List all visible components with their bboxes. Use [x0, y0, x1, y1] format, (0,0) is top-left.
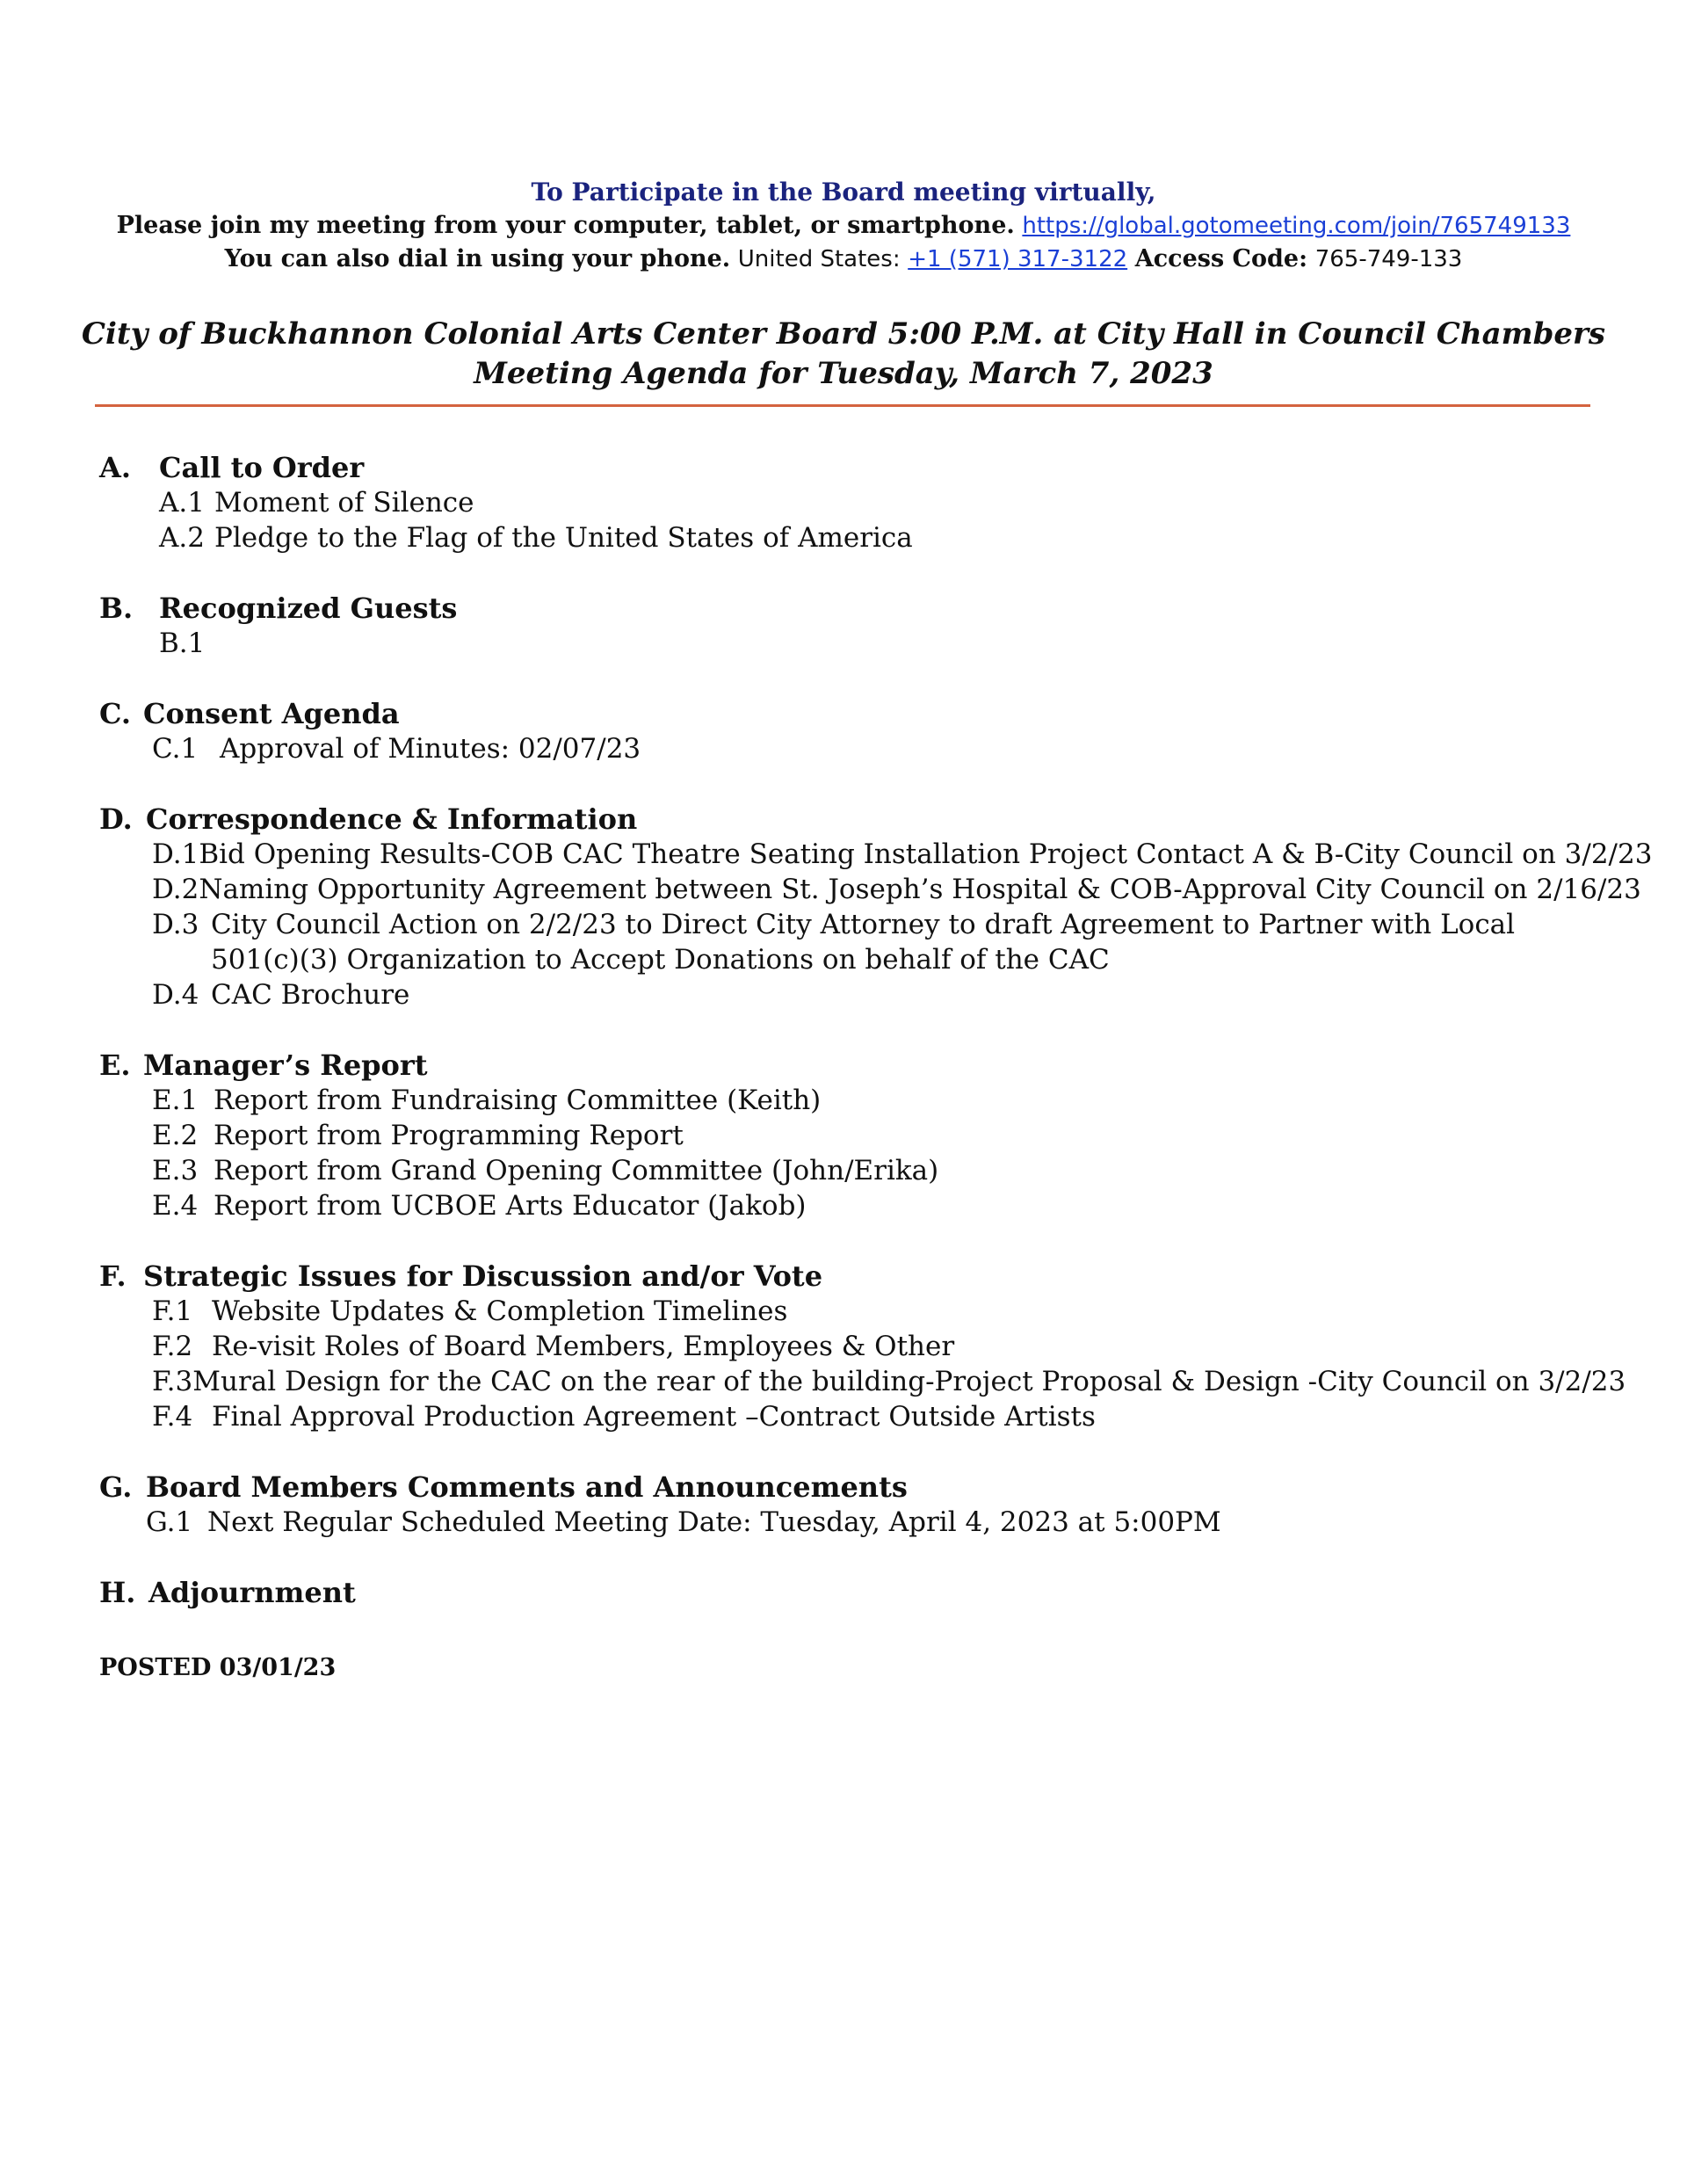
item-number: G.1	[146, 1506, 193, 1538]
section-letter: A.	[99, 451, 131, 484]
access-code-label: Access Code:	[1134, 245, 1308, 272]
item-number: A.2	[159, 522, 205, 554]
section-heading	[99, 802, 1593, 837]
item-text: Mural Design for the CAC on the rear of the building-Project Proposal & Design -City Council on 3/2/23	[192, 1366, 1626, 1397]
item-text: Report from UCBOE Arts Educator (Jakob)	[214, 1190, 807, 1222]
agenda-section-f	[99, 1259, 1626, 1434]
section-heading	[99, 1259, 1593, 1294]
section-heading	[99, 1469, 1593, 1505]
section-letter: D.	[99, 802, 133, 836]
item-text: Approval of Minutes: 02/07/23	[220, 733, 641, 765]
item-number: F.2	[152, 1331, 193, 1362]
section-heading	[99, 450, 1593, 485]
section-letter: E.	[99, 1048, 131, 1082]
agenda-item-e3	[99, 1153, 1593, 1188]
agenda-section-e	[99, 1048, 1593, 1223]
item-number: E.2	[152, 1120, 199, 1151]
section-heading	[99, 591, 1593, 626]
agenda-item-d3	[99, 907, 1593, 942]
item-text: Naming Opportunity Agreement between St. Joseph’s Hospital & COB-Approval City Council on 2/16/23	[199, 874, 1641, 905]
item-text: Report from Programming Report	[214, 1120, 684, 1151]
item-number: F.1	[152, 1295, 193, 1327]
agenda-item-d2	[99, 872, 1641, 907]
agenda-item-f4	[99, 1399, 1593, 1434]
agenda-item-e4	[99, 1188, 1593, 1223]
agenda-item-f2	[99, 1329, 1593, 1364]
posted-date: POSTED 03/01/23	[99, 1654, 337, 1681]
agenda-item-e1	[99, 1083, 1593, 1118]
join-meeting-text: Please join my meeting from your computer, tablet, or smartphone.	[116, 212, 1015, 239]
item-number: A.1	[159, 487, 205, 519]
agenda-section-g	[99, 1469, 1593, 1540]
section-title: Correspondence & Information	[146, 802, 638, 836]
item-number: D.4	[152, 979, 199, 1011]
agenda-item-g1	[99, 1505, 1593, 1540]
section-letter: G.	[99, 1470, 133, 1504]
item-text: Pledge to the Flag of the United States of America	[214, 522, 913, 554]
section-heading	[99, 1048, 1593, 1083]
agenda-item-d3-continuation: 501(c)(3) Organization to Accept Donations on behalf of the CAC	[211, 944, 1110, 976]
item-text: CAC Brochure	[211, 979, 410, 1011]
dial-in-text: You can also dial in using your phone.	[224, 245, 731, 272]
item-text: Re-visit Roles of Board Members, Employees & Other	[212, 1331, 955, 1362]
section-letter: F.	[99, 1259, 127, 1293]
dial-in-line	[0, 243, 1687, 276]
item-text: Next Regular Scheduled Meeting Date: Tuesday, April 4, 2023 at 5:00PM	[207, 1506, 1221, 1538]
item-number: E.3	[152, 1155, 199, 1186]
agenda-item-d4	[99, 977, 1593, 1012]
section-title: Strategic Issues for Discussion and/or Vote	[143, 1259, 823, 1293]
item-text: City Council Action on 2/2/23 to Direct City Attorney to draft Agreement to Partner with Local	[211, 909, 1516, 940]
item-text: Report from Fundraising Committee (Keith)	[214, 1085, 822, 1116]
section-title: Adjournment	[148, 1576, 356, 1609]
section-title: Manager’s Report	[143, 1048, 428, 1082]
item-number: E.1	[152, 1085, 199, 1116]
meeting-title	[0, 315, 1687, 394]
virtual-meeting-heading: To Participate in the Board meeting virtually,	[531, 178, 1156, 207]
agenda-section-b	[99, 591, 1593, 661]
item-number: F.3	[152, 1366, 193, 1397]
agenda-item-f3	[99, 1364, 1626, 1399]
dial-in-phone-link[interactable]: +1 (571) 317-3122	[908, 246, 1128, 272]
item-number: D.1	[152, 838, 199, 870]
section-title: Consent Agenda	[143, 697, 400, 730]
agenda-section-a	[99, 450, 1593, 555]
section-letter: H.	[99, 1576, 136, 1609]
item-text: Report from Grand Opening Committee (John/Erika)	[214, 1155, 939, 1186]
agenda-item-b1	[99, 626, 1593, 661]
agenda-section-c	[99, 696, 1593, 766]
item-text: Website Updates & Completion Timelines	[212, 1295, 788, 1327]
section-heading	[99, 1575, 1593, 1610]
meeting-title-line-1: City of Buckhannon Colonial Arts Center Board 5:00 P.M. at City Hall in Council Chambers	[81, 316, 1606, 352]
agenda-item-e2	[99, 1118, 1593, 1153]
agenda-section-h	[99, 1575, 1593, 1610]
agenda-item-a2	[99, 520, 1593, 555]
access-code-value: 765-749-133	[1314, 246, 1463, 272]
agenda-list	[99, 450, 1653, 1645]
item-number: B.1	[159, 628, 206, 659]
meeting-link[interactable]: https://global.gotomeeting.com/join/765749133	[1022, 213, 1571, 239]
section-title: Call to Order	[159, 451, 365, 484]
dial-in-country: United States:	[737, 246, 901, 272]
item-number: D.3	[152, 909, 199, 940]
agenda-item-f1	[99, 1294, 1593, 1329]
item-text: Bid Opening Results-COB CAC Theatre Seating Installation Project Contact A & B-City Council on 3/2/23	[199, 838, 1653, 870]
item-number: D.2	[152, 874, 199, 905]
section-title: Recognized Guests	[159, 591, 458, 625]
section-letter: B.	[99, 591, 134, 625]
item-number: F.4	[152, 1401, 193, 1433]
virtual-meeting-info	[0, 176, 1687, 276]
section-letter: C.	[99, 697, 132, 730]
agenda-section-d	[99, 802, 1653, 1012]
section-heading	[99, 696, 1593, 731]
item-text: Final Approval Production Agreement –Contract Outside Artists	[212, 1401, 1096, 1433]
item-text: Moment of Silence	[214, 487, 474, 519]
join-meeting-line	[0, 209, 1687, 243]
agenda-item-a1	[99, 485, 1593, 520]
agenda-item-d1	[99, 837, 1653, 872]
meeting-title-line-2: Meeting Agenda for Tuesday, March 7, 2023	[474, 356, 1213, 391]
item-number: E.4	[152, 1190, 199, 1222]
section-title: Board Members Comments and Announcements	[146, 1470, 908, 1504]
agenda-item-c1	[99, 731, 1593, 766]
item-number: C.1	[152, 733, 199, 765]
title-divider	[95, 404, 1590, 407]
